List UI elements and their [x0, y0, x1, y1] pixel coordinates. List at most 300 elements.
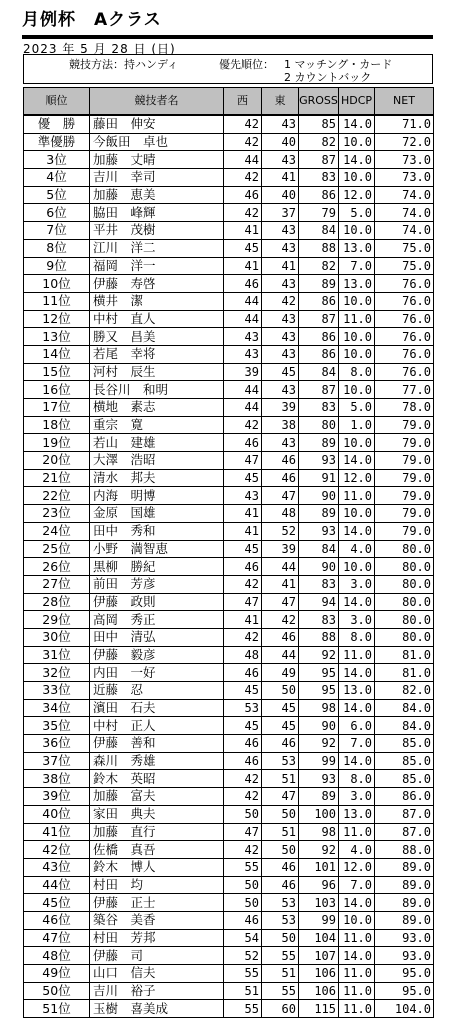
cell-net: 74.0 — [375, 204, 434, 222]
cell-rank: 43位 — [24, 858, 90, 876]
cell-in: 60 — [262, 1000, 299, 1018]
cell-name: 鈴木 博人 — [90, 858, 224, 876]
cell-rank: 優 勝 — [24, 115, 90, 133]
cell-out: 42 — [224, 841, 262, 859]
cell-net: 76.0 — [375, 310, 434, 328]
cell-hdcp: 10.0 — [339, 222, 375, 240]
cell-name: 高岡 秀正 — [90, 611, 224, 629]
competition-rules-box — [23, 54, 433, 84]
cell-gross: 82 — [299, 257, 339, 275]
cell-in: 40 — [262, 186, 299, 204]
cell-net: 74.0 — [375, 222, 434, 240]
cell-name: 平井 茂樹 — [90, 222, 224, 240]
table-row — [24, 345, 434, 363]
table-row — [24, 1000, 434, 1018]
results-table — [23, 87, 434, 1018]
cell-gross: 86 — [299, 292, 339, 310]
cell-in: 50 — [262, 682, 299, 700]
cell-rank: 12位 — [24, 310, 90, 328]
cell-hdcp: 10.0 — [339, 292, 375, 310]
cell-out: 45 — [224, 717, 262, 735]
cell-gross: 106 — [299, 965, 339, 983]
cell-net: 79.0 — [375, 505, 434, 523]
cell-out: 43 — [224, 345, 262, 363]
cell-in: 51 — [262, 823, 299, 841]
cell-out: 44 — [224, 292, 262, 310]
cell-rank: 36位 — [24, 735, 90, 753]
cell-name: 重宗 寛 — [90, 416, 224, 434]
cell-rank: 27位 — [24, 575, 90, 593]
cell-out: 46 — [224, 911, 262, 929]
cell-in: 53 — [262, 752, 299, 770]
table-row — [24, 628, 434, 646]
cell-gross: 100 — [299, 805, 339, 823]
cell-out: 51 — [224, 982, 262, 1000]
cell-name: 村田 均 — [90, 876, 224, 894]
cell-out: 45 — [224, 540, 262, 558]
cell-hdcp: 10.0 — [339, 328, 375, 346]
cell-hdcp: 11.0 — [339, 646, 375, 664]
cell-gross: 89 — [299, 434, 339, 452]
cell-hdcp: 6.0 — [339, 717, 375, 735]
cell-gross: 89 — [299, 505, 339, 523]
cell-net: 85.0 — [375, 735, 434, 753]
cell-rank: 49位 — [24, 965, 90, 983]
table-row — [24, 823, 434, 841]
cell-net: 76.0 — [375, 275, 434, 293]
cell-in: 50 — [262, 841, 299, 859]
cell-rank: 42位 — [24, 841, 90, 859]
cell-in: 50 — [262, 929, 299, 947]
cell-name: 家田 典夫 — [90, 805, 224, 823]
table-row — [24, 310, 434, 328]
cell-out: 50 — [224, 876, 262, 894]
table-row — [24, 894, 434, 912]
cell-gross: 83 — [299, 575, 339, 593]
cell-net: 79.0 — [375, 487, 434, 505]
cell-in: 52 — [262, 522, 299, 540]
cell-gross: 90 — [299, 558, 339, 576]
cell-name: 森川 秀雄 — [90, 752, 224, 770]
cell-out: 50 — [224, 894, 262, 912]
cell-net: 89.0 — [375, 911, 434, 929]
cell-name: 黒柳 勝紀 — [90, 558, 224, 576]
cell-out: 48 — [224, 646, 262, 664]
cell-in: 45 — [262, 363, 299, 381]
cell-in: 43 — [262, 275, 299, 293]
cell-hdcp: 14.0 — [339, 699, 375, 717]
cell-rank: 11位 — [24, 292, 90, 310]
cell-name: 金原 国雄 — [90, 505, 224, 523]
table-row — [24, 115, 434, 133]
cell-in: 46 — [262, 858, 299, 876]
cell-hdcp: 3.0 — [339, 611, 375, 629]
cell-out: 46 — [224, 275, 262, 293]
cell-name: 江川 洋二 — [90, 239, 224, 257]
cell-hdcp: 14.0 — [339, 894, 375, 912]
cell-out: 42 — [224, 628, 262, 646]
cell-gross: 96 — [299, 876, 339, 894]
cell-name: 藤田 伸安 — [90, 115, 224, 133]
table-row — [24, 735, 434, 753]
table-row — [24, 593, 434, 611]
table-row — [24, 434, 434, 452]
cell-in: 46 — [262, 469, 299, 487]
priority-label: 優先順位： — [219, 58, 274, 71]
cell-in: 49 — [262, 664, 299, 682]
cell-in: 39 — [262, 540, 299, 558]
cell-in: 53 — [262, 911, 299, 929]
cell-net: 75.0 — [375, 257, 434, 275]
cell-out: 50 — [224, 805, 262, 823]
table-row — [24, 275, 434, 293]
cell-rank: 3位 — [24, 151, 90, 169]
cell-hdcp: 10.0 — [339, 169, 375, 187]
cell-gross: 82 — [299, 133, 339, 151]
cell-hdcp: 4.0 — [339, 841, 375, 859]
cell-net: 79.0 — [375, 522, 434, 540]
cell-out: 41 — [224, 257, 262, 275]
table-row — [24, 805, 434, 823]
cell-name: 鈴木 英昭 — [90, 770, 224, 788]
cell-rank: 13位 — [24, 328, 90, 346]
table-row — [24, 646, 434, 664]
header-name: 競技者名 — [90, 88, 224, 116]
cell-hdcp: 10.0 — [339, 381, 375, 399]
cell-net: 77.0 — [375, 381, 434, 399]
cell-rank: 10位 — [24, 275, 90, 293]
cell-rank: 14位 — [24, 345, 90, 363]
table-row — [24, 169, 434, 187]
cell-out: 53 — [224, 699, 262, 717]
cell-out: 46 — [224, 664, 262, 682]
cell-hdcp: 7.0 — [339, 257, 375, 275]
cell-rank: 31位 — [24, 646, 90, 664]
cell-gross: 90 — [299, 717, 339, 735]
cell-in: 43 — [262, 239, 299, 257]
cell-gross: 95 — [299, 664, 339, 682]
cell-gross: 90 — [299, 487, 339, 505]
cell-in: 43 — [262, 328, 299, 346]
cell-net: 71.0 — [375, 115, 434, 133]
cell-gross: 93 — [299, 522, 339, 540]
cell-hdcp: 10.0 — [339, 558, 375, 576]
cell-net: 89.0 — [375, 894, 434, 912]
cell-rank: 44位 — [24, 876, 90, 894]
cell-gross: 89 — [299, 788, 339, 806]
cell-hdcp: 14.0 — [339, 752, 375, 770]
cell-name: 伊藤 寿啓 — [90, 275, 224, 293]
cell-hdcp: 4.0 — [339, 540, 375, 558]
cell-hdcp: 13.0 — [339, 805, 375, 823]
cell-hdcp: 12.0 — [339, 186, 375, 204]
cell-out: 42 — [224, 788, 262, 806]
table-row — [24, 381, 434, 399]
cell-hdcp: 11.0 — [339, 929, 375, 947]
table-row — [24, 186, 434, 204]
cell-out: 55 — [224, 858, 262, 876]
cell-net: 85.0 — [375, 770, 434, 788]
cell-hdcp: 11.0 — [339, 965, 375, 983]
cell-in: 43 — [262, 115, 299, 133]
cell-rank: 21位 — [24, 469, 90, 487]
cell-gross: 99 — [299, 911, 339, 929]
cell-net: 84.0 — [375, 717, 434, 735]
cell-hdcp: 14.0 — [339, 522, 375, 540]
cell-hdcp: 11.0 — [339, 823, 375, 841]
cell-gross: 107 — [299, 947, 339, 965]
cell-gross: 86 — [299, 186, 339, 204]
cell-name: 中村 直人 — [90, 310, 224, 328]
cell-name: 長谷川 和明 — [90, 381, 224, 399]
cell-rank: 20位 — [24, 452, 90, 470]
cell-in: 38 — [262, 416, 299, 434]
cell-in: 44 — [262, 646, 299, 664]
cell-in: 46 — [262, 876, 299, 894]
cell-hdcp: 8.0 — [339, 363, 375, 381]
cell-rank: 46位 — [24, 911, 90, 929]
cell-net: 79.0 — [375, 452, 434, 470]
cell-in: 45 — [262, 699, 299, 717]
cell-in: 43 — [262, 310, 299, 328]
cell-net: 81.0 — [375, 646, 434, 664]
cell-hdcp: 10.0 — [339, 434, 375, 452]
cell-gross: 84 — [299, 363, 339, 381]
header-rank: 順位 — [24, 88, 90, 116]
cell-rank: 16位 — [24, 381, 90, 399]
cell-rank: 51位 — [24, 1000, 90, 1018]
cell-hdcp: 11.0 — [339, 1000, 375, 1018]
cell-name: 伊藤 政則 — [90, 593, 224, 611]
cell-rank: 50位 — [24, 982, 90, 1000]
cell-name: 清水 邦夫 — [90, 469, 224, 487]
priority-item-1: 1 マッチング・カード — [284, 58, 393, 71]
cell-name: 加藤 直行 — [90, 823, 224, 841]
cell-in: 46 — [262, 628, 299, 646]
cell-rank: 18位 — [24, 416, 90, 434]
table-row — [24, 328, 434, 346]
table-row — [24, 965, 434, 983]
cell-out: 46 — [224, 752, 262, 770]
table-row — [24, 239, 434, 257]
cell-in: 55 — [262, 982, 299, 1000]
cell-name: 前田 芳彦 — [90, 575, 224, 593]
cell-hdcp: 14.0 — [339, 664, 375, 682]
cell-rank: 7位 — [24, 222, 90, 240]
cell-gross: 93 — [299, 770, 339, 788]
table-row — [24, 505, 434, 523]
cell-name: 加藤 富夫 — [90, 788, 224, 806]
table-row — [24, 575, 434, 593]
cell-hdcp: 10.0 — [339, 345, 375, 363]
cell-name: 横井 潔 — [90, 292, 224, 310]
cell-gross: 92 — [299, 646, 339, 664]
cell-net: 74.0 — [375, 186, 434, 204]
cell-name: 今飯田 卓也 — [90, 133, 224, 151]
cell-out: 43 — [224, 487, 262, 505]
cell-gross: 95 — [299, 682, 339, 700]
cell-net: 81.0 — [375, 664, 434, 682]
cell-gross: 91 — [299, 469, 339, 487]
cell-gross: 79 — [299, 204, 339, 222]
cell-net: 87.0 — [375, 823, 434, 841]
cell-out: 42 — [224, 169, 262, 187]
cell-hdcp: 13.0 — [339, 275, 375, 293]
cell-hdcp: 8.0 — [339, 770, 375, 788]
table-row — [24, 469, 434, 487]
cell-net: 78.0 — [375, 399, 434, 417]
cell-in: 42 — [262, 292, 299, 310]
cell-rank: 47位 — [24, 929, 90, 947]
cell-net: 89.0 — [375, 876, 434, 894]
cell-out: 42 — [224, 133, 262, 151]
cell-rank: 28位 — [24, 593, 90, 611]
cell-hdcp: 1.0 — [339, 416, 375, 434]
cell-rank: 15位 — [24, 363, 90, 381]
header-gross: GROSS — [299, 88, 339, 116]
cell-hdcp: 10.0 — [339, 133, 375, 151]
cell-name: 村田 芳邦 — [90, 929, 224, 947]
cell-net: 95.0 — [375, 982, 434, 1000]
cell-name: 山口 信夫 — [90, 965, 224, 983]
table-row — [24, 292, 434, 310]
cell-net: 89.0 — [375, 858, 434, 876]
priority-item-2: 2 カウントバック — [284, 71, 372, 84]
table-row — [24, 788, 434, 806]
cell-gross: 85 — [299, 115, 339, 133]
cell-rank: 40位 — [24, 805, 90, 823]
cell-rank: 23位 — [24, 505, 90, 523]
cell-name: 伊藤 司 — [90, 947, 224, 965]
cell-name: 内田 一好 — [90, 664, 224, 682]
cell-in: 43 — [262, 381, 299, 399]
cell-gross: 86 — [299, 345, 339, 363]
table-row — [24, 204, 434, 222]
cell-gross: 88 — [299, 239, 339, 257]
cell-rank: 9位 — [24, 257, 90, 275]
event-date: 2023 年 5 月 28 日 (日) — [23, 42, 176, 56]
cell-in: 51 — [262, 770, 299, 788]
cell-gross: 103 — [299, 894, 339, 912]
table-row — [24, 929, 434, 947]
cell-net: 76.0 — [375, 363, 434, 381]
cell-hdcp: 13.0 — [339, 239, 375, 257]
cell-rank: 6位 — [24, 204, 90, 222]
table-row — [24, 558, 434, 576]
cell-net: 86.0 — [375, 788, 434, 806]
cell-net: 76.0 — [375, 328, 434, 346]
cell-net: 80.0 — [375, 575, 434, 593]
table-row — [24, 682, 434, 700]
cell-in: 43 — [262, 222, 299, 240]
table-row — [24, 841, 434, 859]
cell-out: 42 — [224, 770, 262, 788]
cell-gross: 104 — [299, 929, 339, 947]
cell-gross: 87 — [299, 381, 339, 399]
cell-out: 41 — [224, 505, 262, 523]
cell-in: 40 — [262, 133, 299, 151]
cell-name: 脇田 峰輝 — [90, 204, 224, 222]
cell-out: 41 — [224, 222, 262, 240]
cell-gross: 93 — [299, 452, 339, 470]
cell-gross: 87 — [299, 151, 339, 169]
cell-rank: 30位 — [24, 628, 90, 646]
cell-rank: 25位 — [24, 540, 90, 558]
cell-gross: 99 — [299, 752, 339, 770]
cell-gross: 115 — [299, 1000, 339, 1018]
cell-net: 87.0 — [375, 805, 434, 823]
cell-out: 54 — [224, 929, 262, 947]
cell-hdcp: 13.0 — [339, 682, 375, 700]
header-net: NET — [375, 88, 434, 116]
cell-net: 79.0 — [375, 469, 434, 487]
cell-out: 45 — [224, 682, 262, 700]
cell-gross: 101 — [299, 858, 339, 876]
header-hdcp: HDCP — [339, 88, 375, 116]
cell-name: 吉川 裕子 — [90, 982, 224, 1000]
cell-hdcp: 11.0 — [339, 487, 375, 505]
cell-gross: 92 — [299, 735, 339, 753]
cell-in: 46 — [262, 735, 299, 753]
cell-hdcp: 14.0 — [339, 593, 375, 611]
cell-out: 41 — [224, 611, 262, 629]
cell-out: 46 — [224, 434, 262, 452]
cell-name: 横地 素志 — [90, 399, 224, 417]
cell-gross: 89 — [299, 275, 339, 293]
cell-gross: 92 — [299, 841, 339, 859]
cell-gross: 83 — [299, 399, 339, 417]
cell-rank: 24位 — [24, 522, 90, 540]
cell-in: 41 — [262, 169, 299, 187]
cell-rank: 38位 — [24, 770, 90, 788]
cell-net: 93.0 — [375, 929, 434, 947]
cell-name: 伊藤 善和 — [90, 735, 224, 753]
competition-method: 競技方法：持ハンディ — [69, 58, 179, 71]
cell-gross: 98 — [299, 699, 339, 717]
cell-gross: 80 — [299, 416, 339, 434]
table-row — [24, 522, 434, 540]
table-row — [24, 717, 434, 735]
table-row — [24, 363, 434, 381]
table-row — [24, 540, 434, 558]
cell-name: 田中 清弘 — [90, 628, 224, 646]
cell-gross: 84 — [299, 222, 339, 240]
cell-gross: 88 — [299, 628, 339, 646]
cell-rank: 準優勝 — [24, 133, 90, 151]
cell-out: 55 — [224, 965, 262, 983]
cell-in: 48 — [262, 505, 299, 523]
cell-out: 47 — [224, 452, 262, 470]
cell-name: 福岡 洋一 — [90, 257, 224, 275]
cell-gross: 106 — [299, 982, 339, 1000]
cell-hdcp: 7.0 — [339, 735, 375, 753]
cell-rank: 17位 — [24, 399, 90, 417]
cell-out: 44 — [224, 151, 262, 169]
cell-net: 75.0 — [375, 239, 434, 257]
cell-name: 若尾 幸将 — [90, 345, 224, 363]
table-row — [24, 416, 434, 434]
cell-name: 内海 明博 — [90, 487, 224, 505]
cell-in: 50 — [262, 805, 299, 823]
table-row — [24, 911, 434, 929]
table-row — [24, 664, 434, 682]
cell-gross: 98 — [299, 823, 339, 841]
title-underline — [22, 35, 433, 39]
cell-rank: 33位 — [24, 682, 90, 700]
cell-in: 53 — [262, 894, 299, 912]
cell-out: 55 — [224, 1000, 262, 1018]
cell-hdcp: 12.0 — [339, 858, 375, 876]
